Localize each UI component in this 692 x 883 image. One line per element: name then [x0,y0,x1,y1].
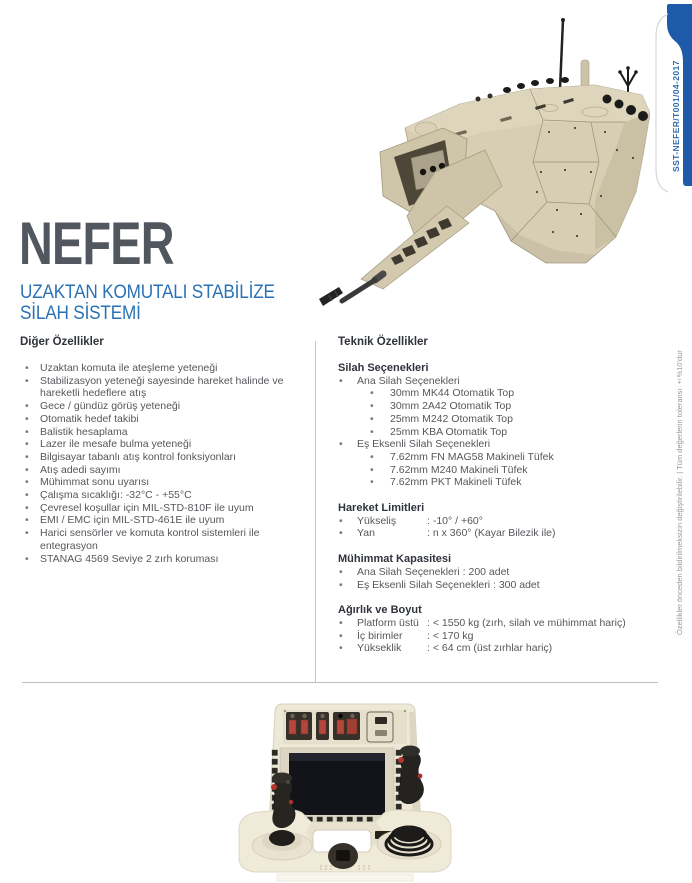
weapons-title: Silah Seçenekleri [338,362,429,374]
tech-specs-heading: Teknik Özellikler [338,336,428,348]
column-divider [315,341,316,682]
feature-text: Bilgisayar tabanlı atış kontrol fonksiyonları [40,450,237,463]
list-item [20,438,308,451]
list-item [20,362,308,375]
spec-label: Yükseklik [357,642,402,655]
feature-text: Harici sensörler ve komuta kontrol sistemleri ile entegrasyon [40,527,260,552]
list-item [20,451,308,464]
turret-render-image [295,0,650,310]
group-label: Ana Silah Seçenekleri [357,374,460,387]
group-label: Eş Eksenli Silah Seçenekleri [357,438,491,451]
list-item [20,464,308,477]
list-item [20,476,308,489]
weight-size-title: Ağırlık ve Boyut [338,604,422,617]
list-item [338,375,660,388]
ammo-item: Ana Silah Seçenekleri : 200 adet [357,565,510,578]
list-item [338,387,660,400]
feature-text: STANAG 4569 Seviye 2 zırh koruması [40,552,219,565]
spec-value: : < 170 kg [427,629,474,642]
list-item [338,438,660,451]
tech-specs-column [338,336,660,655]
feature-text: Atış adedi sayımı [40,463,121,476]
muzzle-brake [319,287,343,306]
ammo-item: Eş Eksenli Silah Seçenekleri : 300 adet [357,578,540,591]
spec-row [338,527,660,540]
weapon-option: 25mm M242 Otomatik Top [390,412,513,425]
weapon-option: 30mm MK44 Otomatik Top [390,387,515,400]
spec-label: Yan [357,527,375,540]
page-title: NEFER [19,210,174,277]
other-features-list [20,362,308,565]
spec-label: Yükseliş [357,514,397,527]
ammo-capacity-section [338,553,660,591]
list-item [20,375,308,400]
spec-row [338,642,660,655]
spec-row [338,630,660,643]
weapon-option: 7.62mm PKT Makineli Tüfek [390,476,522,489]
list-item [20,502,308,515]
subtitle-line-2: SİLAH SİSTEMİ [20,302,141,324]
list-item [20,400,308,413]
feature-text: Çalışma sıcaklığı: -32°C - +55°C [40,489,192,502]
feature-text: Otomatik hedef takibi [40,412,139,425]
feature-text: Uzaktan komuta ile ateşleme yeteneği [40,362,218,374]
spec-value: : < 64 cm (üst zırhlar hariç) [427,642,553,655]
list-item [338,464,660,477]
weight-size-section [338,604,660,655]
feature-text: Balistik hesaplama [40,425,128,438]
feature-text: Çevresel koşullar için MIL-STD-810F ile uyum [40,501,254,514]
spec-value: : n x 360° (Kayar Bilezik ile) [427,527,556,540]
display-screen [289,753,385,815]
motion-limits-title: Hareket Limitleri [338,502,425,515]
ammo-capacity-title: Mühimmat Kapasitesi [338,553,452,566]
console-pedestal [277,874,413,881]
other-features-heading: Diğer Özellikler [20,336,104,348]
control-console-image [225,698,465,883]
spec-value: : < 1550 kg (zırh, silah ve mühimmat hariç) [427,616,626,629]
list-item [20,426,308,439]
spec-row [338,515,660,528]
list-item [20,514,308,527]
gun-barrel [342,280,375,301]
motion-limits-section [338,502,660,540]
list-item [20,413,308,426]
list-item [20,489,308,502]
weapon-option: 25mm KBA Otomatik Top [390,425,508,438]
list-item [338,476,660,489]
spec-value: : -10° / +60° [427,514,483,527]
document-code: SST-NEFER/T001/04-2017 [671,60,681,172]
weapon-option: 30mm 2A42 Otomatik Top [390,400,512,413]
page-subtitle [20,282,275,324]
subtitle-line-1: UZAKTAN KOMUTALI STABİLİZE [20,281,275,303]
tab-outline-curve [654,12,668,194]
feature-text: Gece / gündüz görüş yeteneği [40,400,181,413]
weapon-option: 7.62mm FN MAG58 Makineli Tüfek [390,450,554,463]
feature-text: Lazer ile mesafe bulma yeteneği [40,438,192,451]
spec-label: Platform üstü [357,616,419,629]
spec-row [338,617,660,630]
other-features-column [20,336,308,565]
list-item [338,413,660,426]
feature-text: EMI / EMC için MIL-STD-461E ile uyum [40,514,225,527]
list-item [338,579,660,592]
weapons-section [338,362,660,489]
list-item [338,426,660,439]
disclaimer-vertical-text: Özellikler önceden bildirilmeksizin değiştirilebilir. | Tüm değerlerin toleransı ±%10'dur [675,350,684,635]
weapon-option: 7.62mm M240 Makineli Tüfek [390,463,528,476]
list-item [20,527,308,552]
feature-text: Stabilizasyon yeteneği sayesinde hareket halinde ve hareketli hedeflere atış [40,374,284,400]
list-item [20,553,308,566]
list-item [338,400,660,413]
list-item [338,451,660,464]
spec-label: İç birimler [357,629,403,642]
bottom-divider [22,682,658,683]
feature-text: Mühimmat sonu uyarısı [40,476,150,489]
list-item [338,566,660,579]
